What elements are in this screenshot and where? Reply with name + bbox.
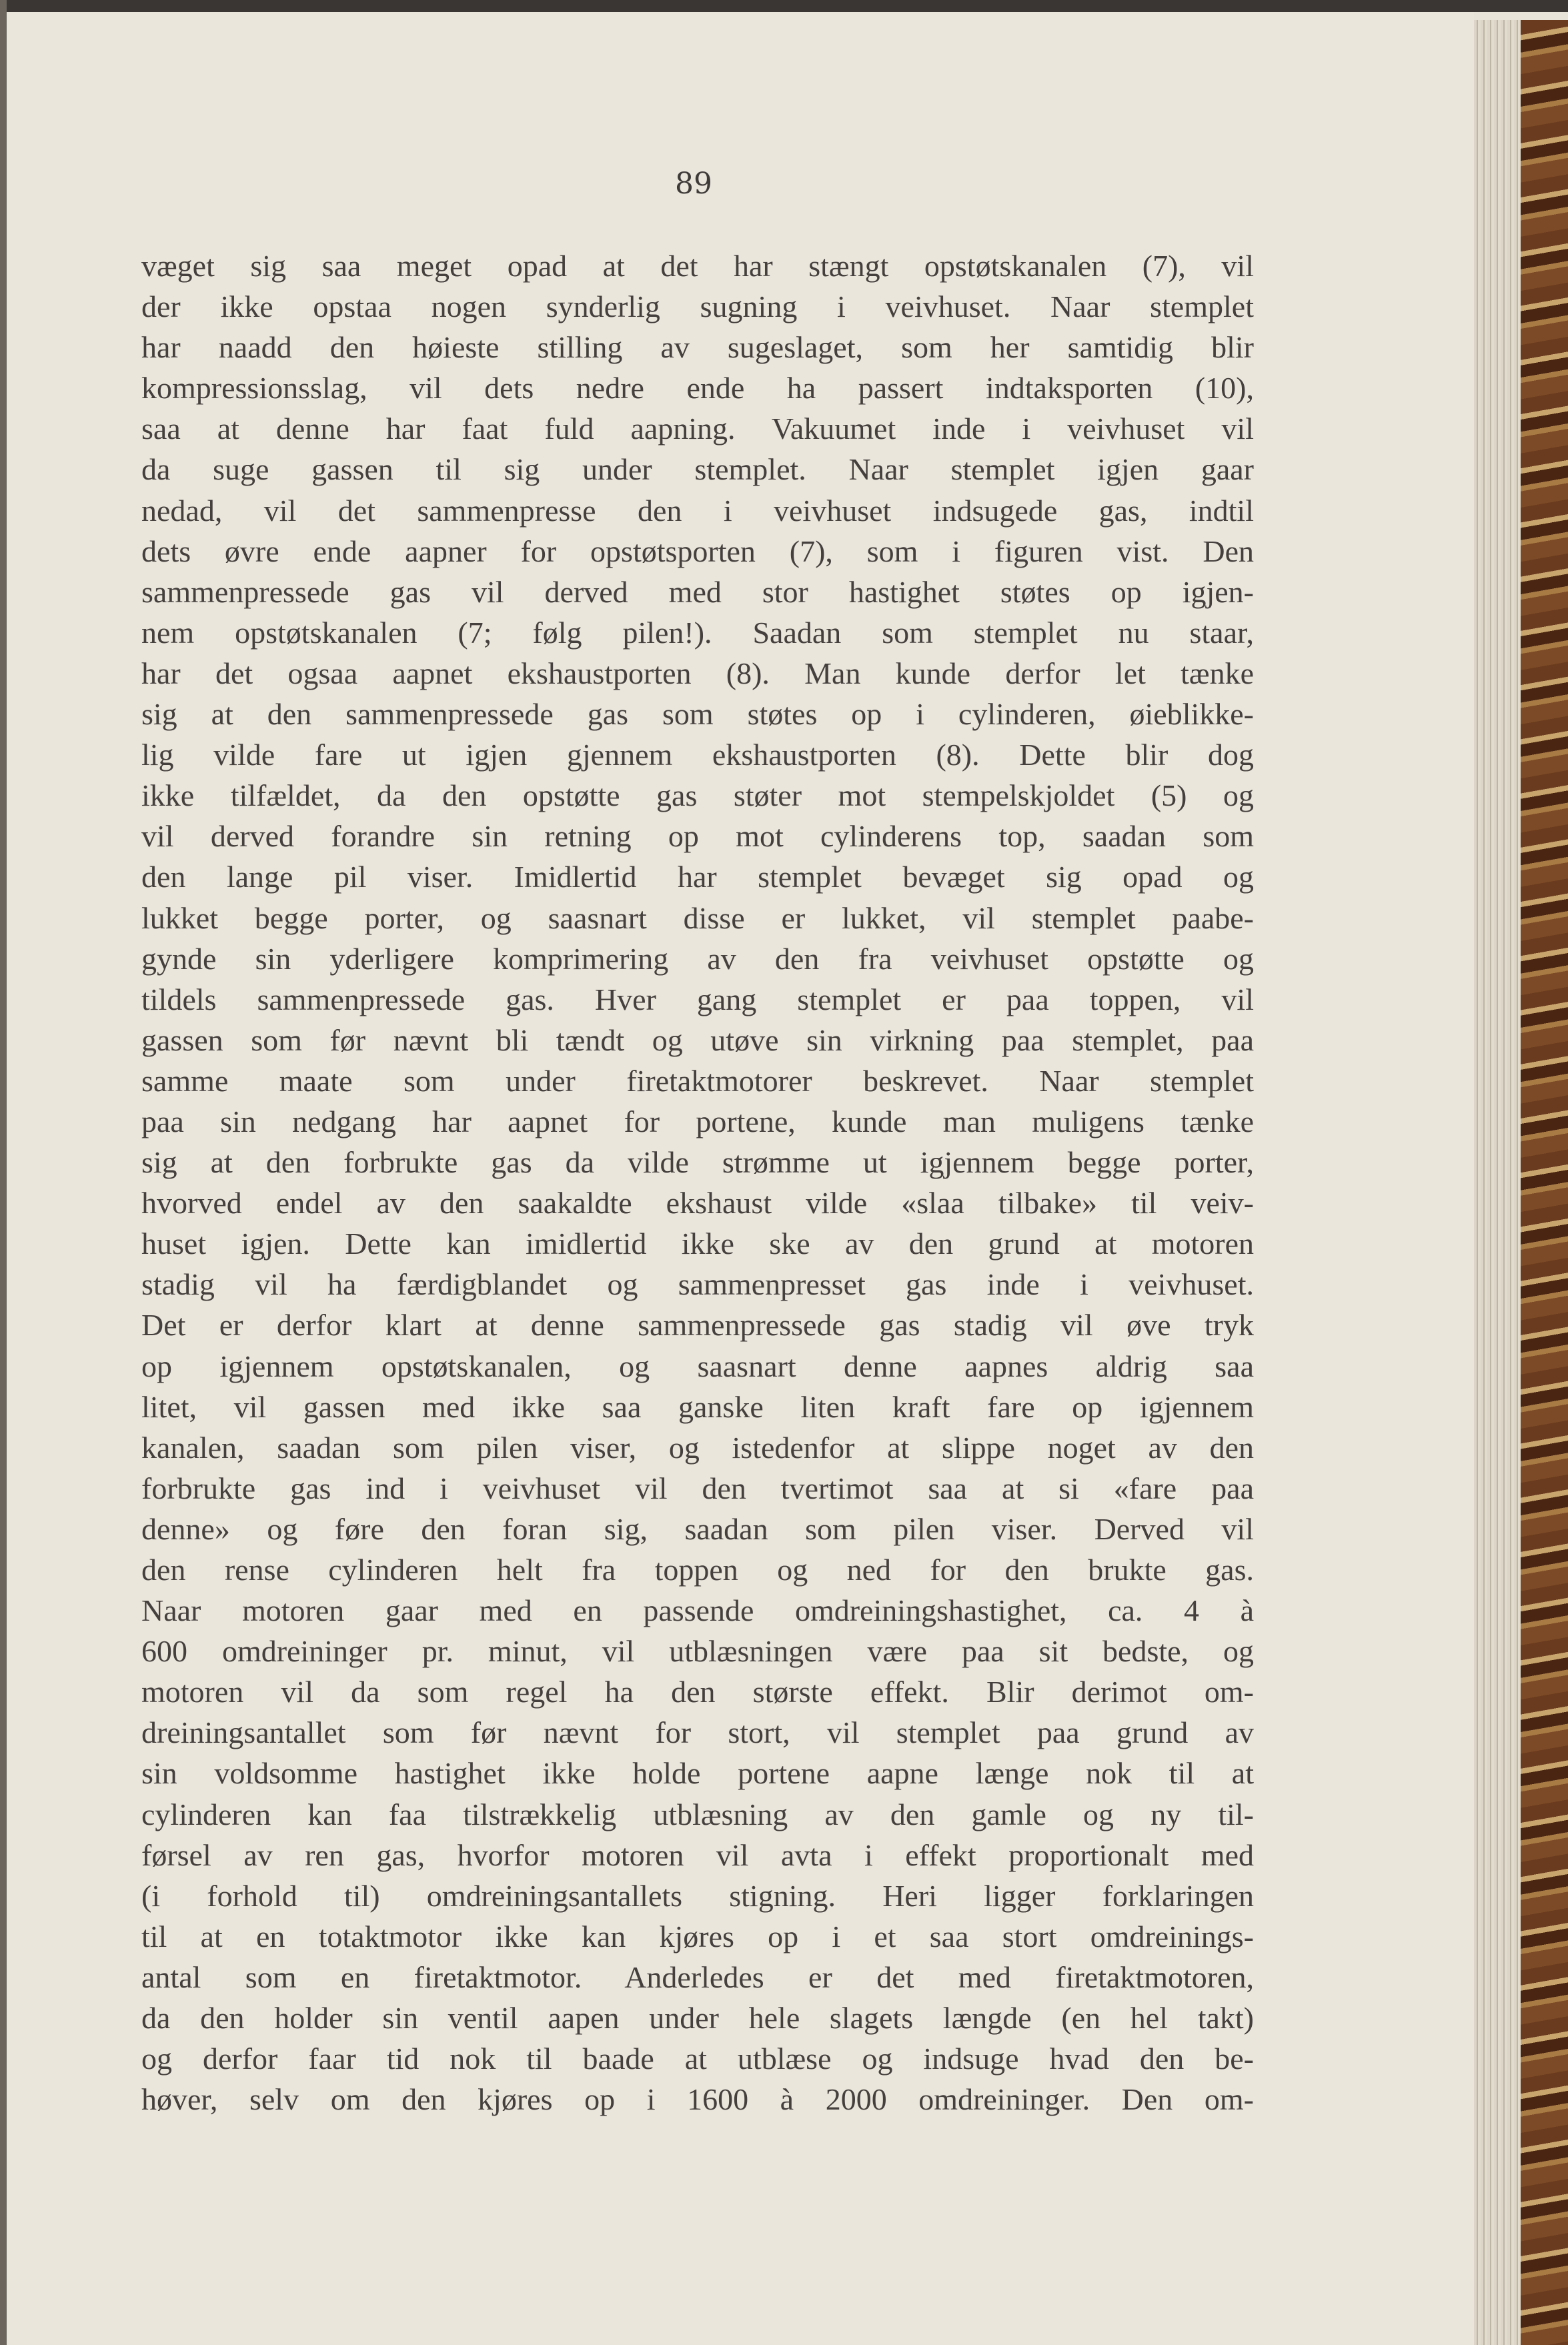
text-line: cylinderen kan faa tilstrækkelig utblæsning av den gamle og ny til- [141, 1797, 1254, 1831]
text-line: tildels sammenpressede gas. Hver gang stemplet er paa toppen, vil [141, 982, 1254, 1016]
text-line: forbrukte gas ind i veivhuset vil den tvertimot saa at si «fare paa [141, 1471, 1254, 1505]
text-line: Naar motoren gaar med en passende omdreiningshastighet, ca. 4 à [141, 1593, 1254, 1628]
text-line: den lange pil viser. Imidlertid har stemplet bevæget sig opad og [141, 860, 1254, 894]
text-line: motoren vil da som regel ha den største effekt. Blir derimot om- [141, 1675, 1254, 1709]
text-line: huset igjen. Dette kan imidlertid ikke ske av den grund at motoren [141, 1227, 1254, 1261]
text-line: gynde sin yderligere komprimering av den fra veivhuset opstøtte og [141, 941, 1254, 976]
text-line: 600 omdreininger pr. minut, vil utblæsningen være paa sit bedste, og [141, 1634, 1254, 1669]
text-line: gassen som før nævnt bli tændt og utøve sin virkning paa stemplet, paa [141, 1022, 1254, 1057]
text-line: da den holder sin ventil aapen under hele slagets længde (en hel takt) [141, 2001, 1254, 2036]
text-line: op igjennem opstøtskanalen, og saasnart denne aapnes aldrig saa [141, 1349, 1254, 1383]
text-line: stadig vil ha færdigblandet og sammenpresset gas inde i veivhuset. [141, 1267, 1254, 1302]
text-line: (i forhold til) omdreiningsantallets stigning. Heri ligger forklaringen [141, 1878, 1254, 1913]
text-line: ikke tilfældet, da den opstøtte gas støter mot stempelskjoldet (5) og [141, 778, 1254, 813]
text-line: kanalen, saadan som pilen viser, og istedenfor at slippe noget av den [141, 1430, 1254, 1465]
text-line: førsel av ren gas, hvorfor motoren vil avta i effekt proportionalt med [141, 1837, 1254, 1872]
text-line: sig at den forbrukte gas da vilde strømme ut igjennem begge porter, [141, 1145, 1254, 1180]
text-line: lig vilde fare ut igjen gjennem ekshaustporten (8). Dette blir dog [141, 738, 1254, 772]
text-line: og derfor faar tid nok til baade at utblæse og indsuge hvad den be- [141, 2042, 1254, 2076]
text-line: paa sin nedgang har aapnet for portene, kunde man muligens tænke [141, 1104, 1254, 1138]
page-stack-edge [1474, 20, 1521, 2345]
text-line: antal som en firetaktmotor. Anderledes er det med firetaktmotoren, [141, 1960, 1254, 1994]
text-line: sin voldsomme hastighet ikke holde portene aapne længe nok til at [141, 1756, 1254, 1791]
book-cover-edge [1521, 20, 1568, 2345]
text-line: sig at den sammenpressede gas som støtes op i cylinderen, øieblikke- [141, 697, 1254, 732]
text-line: høver, selv om den kjøres op i 1600 à 2000 omdreininger. Den om- [141, 2082, 1254, 2117]
text-line: saa at denne har faat fuld aapning. Vakuumet inde i veivhuset vil [141, 412, 1254, 446]
text-line: hvorved endel av den saakaldte ekshaust vilde «slaa tilbake» til veiv- [141, 1186, 1254, 1221]
text-line: vil derved forandre sin retning op mot cylinderens top, saadan som [141, 819, 1254, 854]
body-text [141, 245, 1254, 2120]
text-line: har det ogsaa aapnet ekshaustporten (8). Man kunde derfor let tænke [141, 656, 1254, 690]
text-line: nedad, vil det sammenpresse den i veivhuset indsugede gas, indtil [141, 493, 1254, 528]
text-line: Det er derfor klart at denne sammenpressede gas stadig vil øve tryk [141, 1308, 1254, 1343]
text-line: kompressionsslag, vil dets nedre ende ha passert indtaksporten (10), [141, 371, 1254, 406]
scan-top-edge [0, 0, 1568, 12]
text-line: har naadd den høieste stilling av sugeslaget, som her samtidig blir [141, 330, 1254, 365]
text-line: der ikke opstaa nogen synderlig sugning i veivhuset. Naar stemplet [141, 289, 1254, 324]
text-line: væget sig saa meget opad at det har stængt opstøtskanalen (7), vil [141, 249, 1254, 283]
text-line: til at en totaktmotor ikke kan kjøres op i et saa stort omdreinings- [141, 1919, 1254, 1953]
page-number: 89 [675, 167, 712, 201]
text-line: dreiningsantallet som før nævnt for stort, vil stemplet paa grund av [141, 1715, 1254, 1750]
text-line: litet, vil gassen med ikke saa ganske liten kraft fare op igjennem [141, 1389, 1254, 1424]
text-line: lukket begge porter, og saasnart disse er lukket, vil stemplet paabe- [141, 900, 1254, 935]
text-line: samme maate som under firetaktmotorer beskrevet. Naar stemplet [141, 1063, 1254, 1098]
scan-left-edge [0, 0, 7, 2345]
text-line: nem opstøtskanalen (7; følg pilen!). Saadan som stemplet nu staar, [141, 615, 1254, 650]
text-line: sammenpressede gas vil derved med stor hastighet støtes op igjen- [141, 574, 1254, 609]
text-line: denne» og føre den foran sig, saadan som pilen viser. Derved vil [141, 1511, 1254, 1546]
text-line: dets øvre ende aapner for opstøtsporten (7), som i figuren vist. Den [141, 534, 1254, 568]
text-line: den rense cylinderen helt fra toppen og ned for den brukte gas. [141, 1553, 1254, 1587]
text-line: da suge gassen til sig under stemplet. Naar stemplet igjen gaar [141, 452, 1254, 487]
